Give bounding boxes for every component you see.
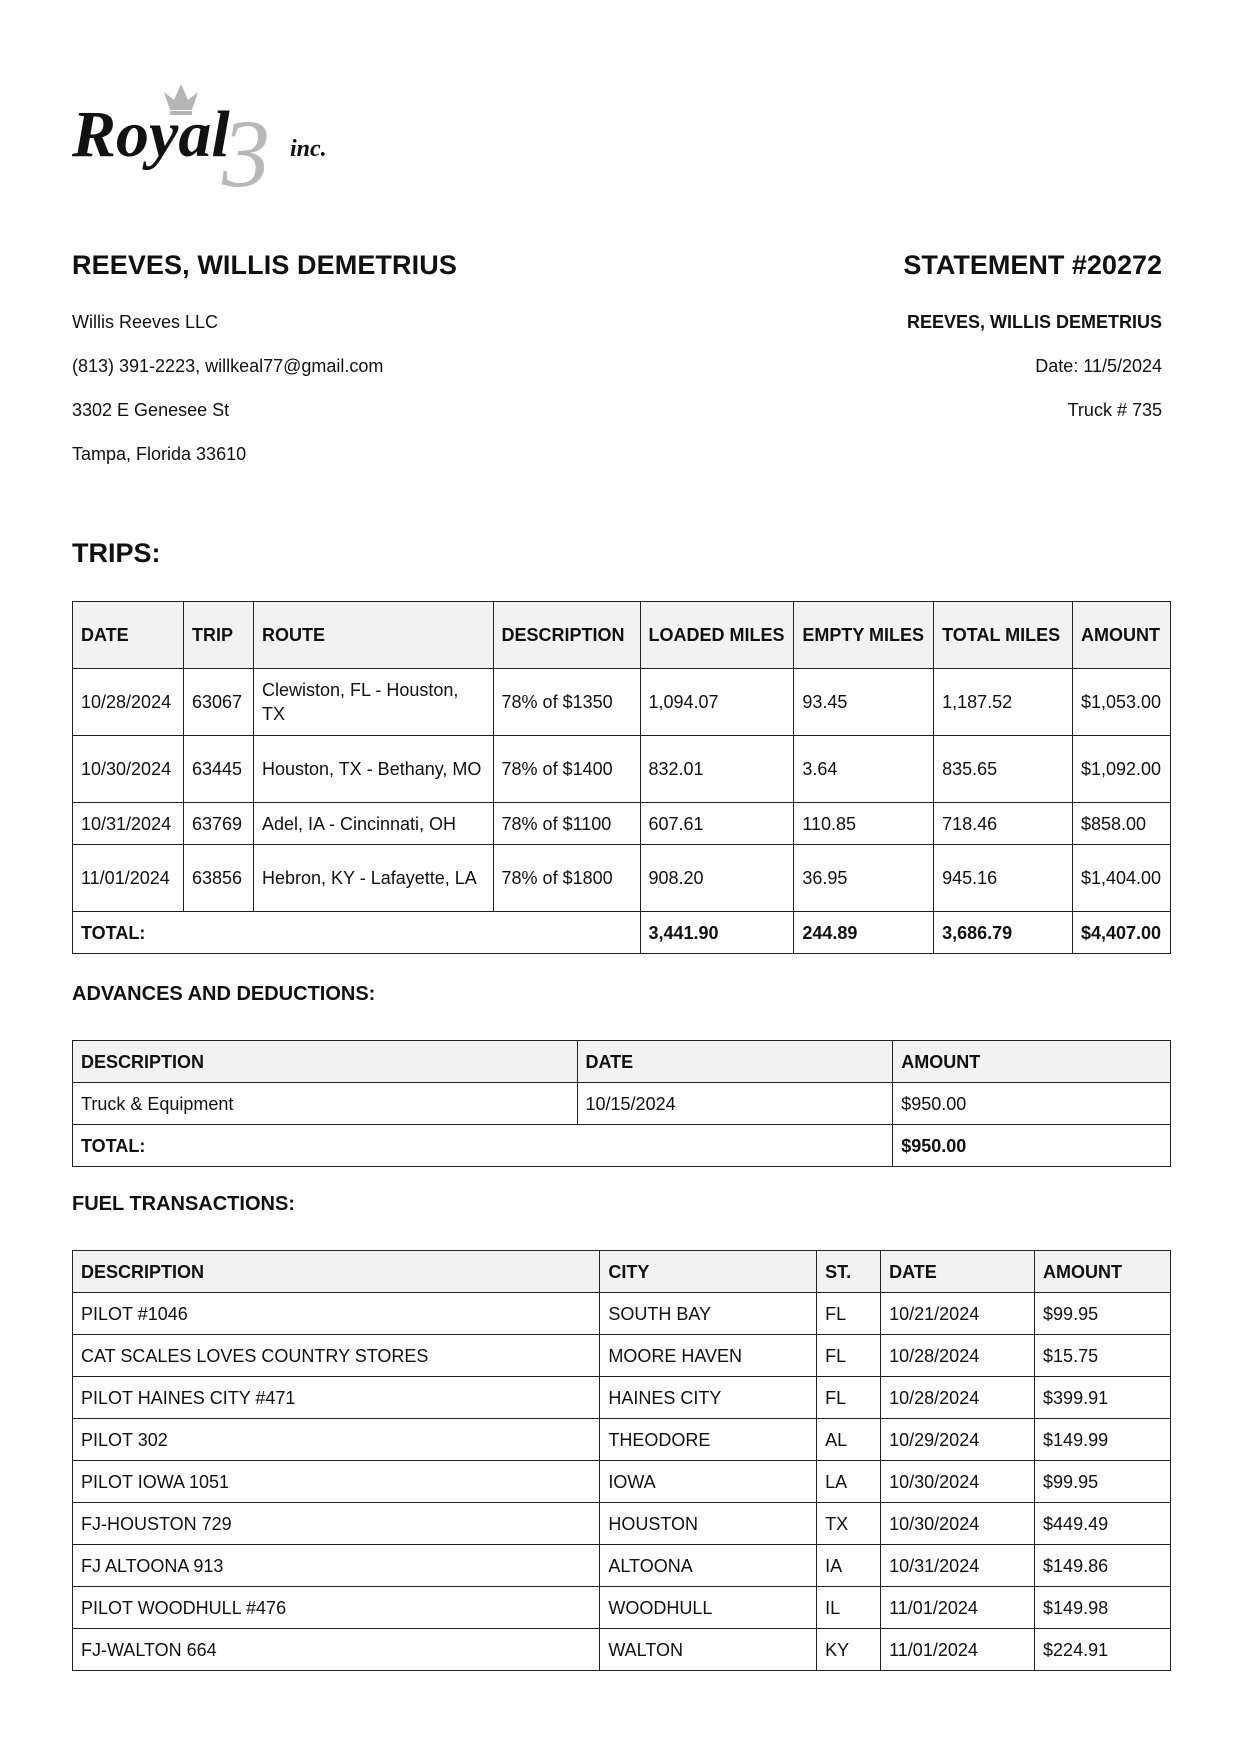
table-row (73, 1377, 1171, 1419)
fuel-description: CAT SCALES LOVES COUNTRY STORES (73, 1335, 600, 1377)
fuel-city: MOORE HAVEN (600, 1335, 817, 1377)
trip-date: 10/30/2024 (73, 736, 184, 803)
col-empty-miles: EMPTY MILES (794, 602, 934, 669)
fuel-state: AL (817, 1419, 881, 1461)
table-row (73, 1461, 1171, 1503)
phone-email: (813) 391-2223, willkeal77@gmail.com (72, 356, 384, 376)
trip-empty-miles: 3.64 (794, 736, 934, 803)
advances-table (72, 1040, 1171, 1167)
fuel-city: WOODHULL (600, 1587, 817, 1629)
trip-amount: $858.00 (1072, 803, 1170, 845)
fuel-state: FL (817, 1335, 881, 1377)
logo-numeral: 3 (222, 100, 270, 193)
trips-total-label: TOTAL: (73, 912, 641, 954)
fuel-heading: FUEL TRANSACTIONS: (72, 1193, 295, 1215)
table-row (73, 1545, 1171, 1587)
company-logo (72, 78, 382, 193)
col-state: ST. (817, 1251, 881, 1293)
fuel-date: 11/01/2024 (881, 1587, 1035, 1629)
fuel-city: WALTON (600, 1629, 817, 1671)
fuel-state: FL (817, 1377, 881, 1419)
fuel-date: 10/28/2024 (881, 1377, 1035, 1419)
statement-number-heading: STATEMENT #20272 (903, 250, 1162, 280)
fuel-description: FJ-WALTON 664 (73, 1629, 600, 1671)
trip-date: 10/28/2024 (73, 669, 184, 736)
table-row (73, 1629, 1171, 1671)
trip-description: 78% of $1350 (493, 669, 640, 736)
company-name: Willis Reeves LLC (72, 312, 219, 332)
fuel-description: PILOT 302 (73, 1419, 600, 1461)
col-date: DATE (881, 1251, 1035, 1293)
trip-total-miles: 718.46 (934, 803, 1073, 845)
trip-number: 63067 (183, 669, 253, 736)
trip-loaded-miles: 607.61 (640, 803, 794, 845)
street-address: 3302 E Genesee St (72, 400, 230, 420)
col-description: DESCRIPTION (73, 1251, 600, 1293)
trip-number: 63769 (183, 803, 253, 845)
trip-loaded-miles: 1,094.07 (640, 669, 794, 736)
fuel-description: PILOT WOODHULL #476 (73, 1587, 600, 1629)
driver-contact-block (72, 311, 383, 487)
fuel-table (72, 1250, 1171, 1671)
fuel-city: SOUTH BAY (600, 1293, 817, 1335)
fuel-amount: $399.91 (1035, 1377, 1171, 1419)
trip-route: Houston, TX - Bethany, MO (253, 736, 493, 803)
fuel-state: IA (817, 1545, 881, 1587)
trip-total-miles: 835.65 (934, 736, 1073, 803)
fuel-city: ALTOONA (600, 1545, 817, 1587)
fuel-description: PILOT HAINES CITY #471 (73, 1377, 600, 1419)
statement-info-block (907, 311, 1162, 443)
statement-driver-name: REEVES, WILLIS DEMETRIUS (906, 312, 1162, 332)
fuel-amount: $99.95 (1035, 1293, 1171, 1335)
advance-amount: $950.00 (893, 1083, 1171, 1125)
fuel-state: LA (817, 1461, 881, 1503)
trip-total-miles: 945.16 (934, 845, 1073, 912)
total-total-miles: 3,686.79 (934, 912, 1073, 954)
col-amount: AMOUNT (1072, 602, 1170, 669)
advances-total-label: TOTAL: (73, 1125, 893, 1167)
fuel-city: IOWA (600, 1461, 817, 1503)
col-total-miles: TOTAL MILES (934, 602, 1073, 669)
trip-number: 63856 (183, 845, 253, 912)
driver-name-heading: REEVES, WILLIS DEMETRIUS (72, 250, 457, 280)
statement-date: Date: 11/5/2024 (1035, 356, 1162, 376)
table-row (73, 1419, 1171, 1461)
table-row (73, 845, 1171, 912)
col-amount: AMOUNT (893, 1041, 1171, 1083)
trip-amount: $1,092.00 (1072, 736, 1170, 803)
fuel-amount: $15.75 (1035, 1335, 1171, 1377)
trips-heading: TRIPS: (72, 538, 161, 568)
fuel-amount: $449.49 (1035, 1503, 1171, 1545)
trip-route: Clewiston, FL - Houston, TX (253, 669, 493, 736)
trip-route: Hebron, KY - Lafayette, LA (253, 845, 493, 912)
trip-description: 78% of $1100 (493, 803, 640, 845)
table-row (73, 803, 1171, 845)
fuel-description: FJ ALTOONA 913 (73, 1545, 600, 1587)
table-row (73, 1083, 1171, 1125)
fuel-date: 11/01/2024 (881, 1629, 1035, 1671)
trip-number: 63445 (183, 736, 253, 803)
fuel-amount: $149.86 (1035, 1545, 1171, 1587)
col-loaded-miles: LOADED MILES (640, 602, 794, 669)
trip-date: 11/01/2024 (73, 845, 184, 912)
fuel-amount: $149.99 (1035, 1419, 1171, 1461)
total-empty-miles: 244.89 (794, 912, 934, 954)
col-date: DATE (73, 602, 184, 669)
fuel-city: THEODORE (600, 1419, 817, 1461)
col-description: DESCRIPTION (493, 602, 640, 669)
trip-empty-miles: 110.85 (794, 803, 934, 845)
fuel-date: 10/30/2024 (881, 1503, 1035, 1545)
city-state-zip: Tampa, Florida 33610 (72, 444, 247, 464)
table-row (73, 1335, 1171, 1377)
table-header-row (73, 1041, 1171, 1083)
fuel-description: PILOT IOWA 1051 (73, 1461, 600, 1503)
table-row (73, 736, 1171, 803)
fuel-state: IL (817, 1587, 881, 1629)
fuel-state: FL (817, 1293, 881, 1335)
col-date: DATE (577, 1041, 893, 1083)
advances-total-row (73, 1125, 1171, 1167)
fuel-description: FJ-HOUSTON 729 (73, 1503, 600, 1545)
table-row (73, 1503, 1171, 1545)
trip-amount: $1,404.00 (1072, 845, 1170, 912)
trip-loaded-miles: 908.20 (640, 845, 794, 912)
total-amount: $4,407.00 (1072, 912, 1170, 954)
fuel-amount: $224.91 (1035, 1629, 1171, 1671)
trip-amount: $1,053.00 (1072, 669, 1170, 736)
advance-date: 10/15/2024 (577, 1083, 893, 1125)
trip-empty-miles: 36.95 (794, 845, 934, 912)
trip-empty-miles: 93.45 (794, 669, 934, 736)
advance-description: Truck & Equipment (73, 1083, 578, 1125)
logo-word: Royal (72, 98, 230, 171)
trips-total-row (73, 912, 1171, 954)
col-amount: AMOUNT (1035, 1251, 1171, 1293)
trips-table (72, 601, 1171, 954)
trip-date: 10/31/2024 (73, 803, 184, 845)
fuel-date: 10/30/2024 (881, 1461, 1035, 1503)
table-row (73, 1587, 1171, 1629)
fuel-city: HOUSTON (600, 1503, 817, 1545)
fuel-city: HAINES CITY (600, 1377, 817, 1419)
table-row (73, 1293, 1171, 1335)
fuel-date: 10/29/2024 (881, 1419, 1035, 1461)
trip-loaded-miles: 832.01 (640, 736, 794, 803)
trip-total-miles: 1,187.52 (934, 669, 1073, 736)
logo-suffix: inc. (290, 136, 327, 162)
truck-number: Truck # 735 (1067, 400, 1162, 420)
table-header-row (73, 1251, 1171, 1293)
fuel-amount: $99.95 (1035, 1461, 1171, 1503)
col-route: ROUTE (253, 602, 493, 669)
trip-description: 78% of $1400 (493, 736, 640, 803)
table-row (73, 669, 1171, 736)
advances-total-amount: $950.00 (893, 1125, 1171, 1167)
fuel-date: 10/31/2024 (881, 1545, 1035, 1587)
advances-heading: ADVANCES AND DEDUCTIONS: (72, 983, 376, 1005)
col-city: CITY (600, 1251, 817, 1293)
trip-route: Adel, IA - Cincinnati, OH (253, 803, 493, 845)
fuel-state: TX (817, 1503, 881, 1545)
col-trip: TRIP (183, 602, 253, 669)
trip-description: 78% of $1800 (493, 845, 640, 912)
fuel-date: 10/28/2024 (881, 1335, 1035, 1377)
fuel-description: PILOT #1046 (73, 1293, 600, 1335)
fuel-date: 10/21/2024 (881, 1293, 1035, 1335)
fuel-amount: $149.98 (1035, 1587, 1171, 1629)
fuel-state: KY (817, 1629, 881, 1671)
table-header-row (73, 602, 1171, 669)
total-loaded-miles: 3,441.90 (640, 912, 794, 954)
col-description: DESCRIPTION (73, 1041, 578, 1083)
